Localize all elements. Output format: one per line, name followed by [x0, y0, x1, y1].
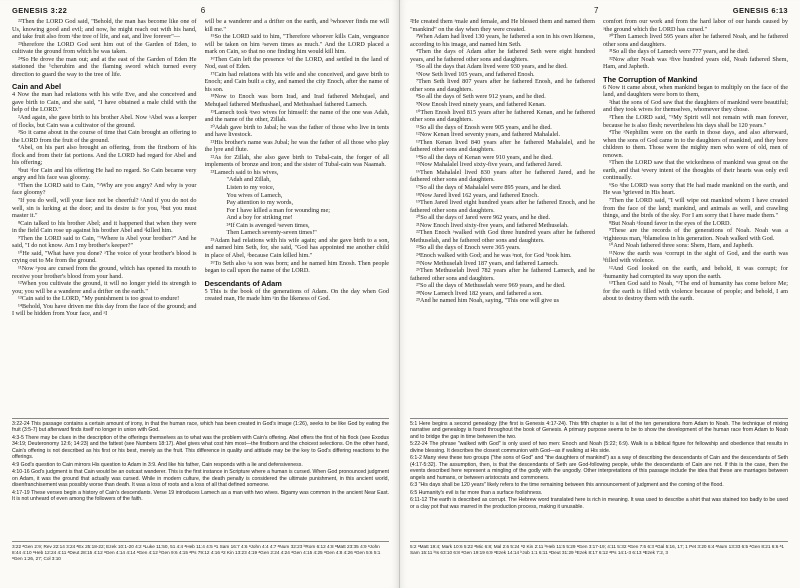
- verse: ¹³Cain said to the LORD, "My punishment is too great to endure!: [18, 295, 180, 303]
- verse: ¹⁸Now to Enoch was born Irad, and Irad fathered Mehujael, and Mehujael fathered Methushael, and Methushael fathered Lamech.: [204, 93, 389, 109]
- left-study-notes: [12, 421, 389, 541]
- verse: ²¹His brother's name was Jubal; he was the father of all those who play the lyre and flute.: [204, 138, 389, 154]
- left-text-columns: [12, 18, 389, 416]
- verse: ⁸Cain talked to his brother Abel; and it happened that when they were in the field Cain rose up against his brother Abel and ᵃkilled him.: [12, 219, 197, 235]
- verse: ¹⁶Then Mahalalel lived 830 years after he fathered Jared, and he fathered other sons and daughters.: [410, 168, 595, 184]
- verse: ⁸But Noah ᵃfound favor in the eyes of the LORD.: [609, 219, 732, 227]
- verse: ¹³Then Kenan lived 840 years after he fathered Mahalalel, and he fathered other sons and daughters.: [410, 138, 595, 154]
- poem-line: ²⁴If Cain is avenged ᵃseven times,: [226, 221, 310, 229]
- verse: ⁵So all the days that Adam lived were 930 years, and he died.: [416, 63, 568, 71]
- verse: ²⁸Now Lamech lived 182 years, and fathered a son.: [416, 289, 543, 297]
- section-heading-cain-abel: Cain and Abel: [12, 82, 62, 92]
- poem-line: For I have killed a man for wounding me;: [226, 206, 330, 214]
- study-note: 5:1 Here begins a second genealogy (the first is Genesis 4:17-24). This fifth chapter is a list of the ten generations from Adam to Noah. The technique of mixing narrative and genealogy is found throughout the book of Genesis. A primary purpose seems to be to show the development of the human race from Adam to Noah and to bridge the gap in time between the two.: [410, 421, 788, 440]
- notes-divider: [410, 418, 788, 419]
- right-page-header: [410, 4, 788, 16]
- verse: ¹⁷So all the days of Mahalalel were 895 years, and he died.: [416, 184, 562, 192]
- right-text-columns: [410, 18, 788, 416]
- verse: ⁴The ᵃNephilim were on the earth in those days, and also afterward, when the sons of God came in to the daughters of mankind, and they bore children to them. Those were the mighty men who were of old, men of renown.: [603, 129, 788, 159]
- verse: ²⁴Enoch walked with God; and he was ᵃnot, for God ᵇtook him.: [416, 251, 572, 259]
- study-note: 4:10-16 God's judgment is that Cain would be an outcast wanderer. This is the first instance in Scripture where a human is cursed. When God pronounced judgment on Adam, it was the ground that actually was cursed. While in modern culture, the death penalty is considered the ultimate punishment, in this ancient world, disenfranchisement was possibly worse than death. It was a loss of roots and a loss of all that defined someone.: [12, 469, 389, 489]
- verse: ²And again, she gave birth to his brother Abel. Now ᵃAbel was a keeper of flocks, but Cain was a cultivator of the ground.: [12, 114, 197, 129]
- verse: ⁴Then the days of Adam after he fathered Seth were eight hundred years, and he fathered other sons and daughters.: [410, 48, 595, 63]
- verse: ¹²Now Kenan lived seventy years, and fathered Mahalalel.: [416, 131, 561, 139]
- right-page-number: 7: [593, 5, 599, 15]
- left-page-number: 6: [200, 5, 206, 15]
- verse: ¹²When you cultivate the ground, it will no longer yield its strength to you; you will be a wanderer and a drifter on the earth.": [12, 280, 197, 295]
- verse: ¹⁵So the LORD said to him, "Therefore whoever kills Cain, vengeance will be taken on him ᵃseven times as much." And the LORD placed a mark on Cain, so that no one finding him would kill him.: [204, 33, 389, 56]
- verse: ¹⁰He said, "What have you done? ᵃThe voice of your brother's blood is crying out to Me from the ground.: [12, 249, 197, 265]
- verse: ⁴Abel, on his part also brought an offering, from the firstborn of his flock and from their fat portions. And the LORD had regard for Abel and his offering;: [12, 144, 197, 167]
- verse: comfort from our work and from the hard labor of our hands caused by ᵃthe ground which the LORD has cursed.": [603, 18, 788, 33]
- study-note: 4:3-5 There may be clues in the description of the offerings themselves as to what was the problem with Cain's offering. Abel offers the first of his flock (see Exodus 34:19; Deuteronomy 12:6; 14:23) and the fattest (see Numbers 18:17). Abel gives what cost him most—the firstborn and the choicest selections. On the other hand, Cain's offering is not described as his first or his best, merely as the fruit. This difference in quality and attitude may be the key to God's differing reactions to the offerings.: [12, 435, 389, 461]
- verse: ⁵Then the LORD saw that the wickedness of mankind was great on the earth, and that ᵃevery intent of the thoughts of their hearts was only evil continually.: [603, 159, 788, 182]
- right-column-1: [410, 18, 595, 416]
- verse: ³When Adam had lived 130 years, he fathered a son in his own likeness, according to his image, and named him Seth.: [410, 33, 595, 48]
- right-column-2: [603, 18, 788, 416]
- study-note: 4:17-19 These verses begin a history of Cain's descendants. Verse 19 introduces Lamech as a man with two wives. Bigamy was common in the ancient Near East. It is not unheard of even among the followers of the faith.: [12, 489, 389, 503]
- notes-divider: [12, 418, 389, 419]
- verse: ²⁰So all the days of Jared were 962 years, and he died.: [416, 214, 551, 222]
- left-column-1: [12, 18, 197, 416]
- left-cross-references: 3:22 ᵃGen 2:9; Rev 22:14 3:24 ᵃEx 25:18-22; Ezek 10:1-20 4:2 ᵃLuke 11:50, 51 4:4 ᵃHeb 11:4 4:5 ᵃ1 Sam 16:7 4:6 ᵃJohn 4:4 4:7 ᵃNum 32:23 ᵇRom 6:12 4:8 ᵃMatt 23:35 4:9 ᵃJohn 8:44 4:10 ᵃHeb 12:24 4:11 ᵃDeut 28:15 4:12 ᵃGen 4:14 4:14 ᵃGen 4:12 ᵇGen 9:6 4:15 ᵃPs 79:12 4:16 ᵃ2 Kin 13:23 4:19 ᵃGen 2:24 4:24 ᵃGen 4:15 4:25 ᵃGen 4:8 4:26 ᵃGen 5:6 5:1 ᵃGen 1:26, 27; Col 3:10: [12, 541, 389, 575]
- verse: ²³So all the days of Enoch were 365 years.: [416, 244, 521, 252]
- verse: ²⁶Then Methuselah lived 782 years after he fathered Lamech, and he fathered other sons and daughters.: [410, 267, 595, 282]
- verse: ¹⁹Lamech took ᵃtwo wives for himself: the name of the one was Adah, and the name of the other, Zillah.: [204, 108, 389, 124]
- right-cross-references: 5:2 ᵃMatt 19:4; Mark 10:6 5:22 ᵃMic 6:8; Mal 2:6 5:24 ᵃ2 Kin 2:11 ᵇHeb 11:5 5:29 ᵃGen 3:17-19; 4:11 5:32 ᵃGen 7:6 6:3 ᵃGal 5:16, 17; 1 Pet 3:20 6:4 ᵃNum 13:33 6:5 ᵃGen 8:21 6:6 ᵃ1 Sam 15:11 ᵇIs 63:10 6:8 ᵃGen 19:19 6:9 ᵃEzek 14:14 ᵇJob 1:1 6:11 ᵃDeut 31:29 ᵇEzek 8:17 6:12 ᵃPs 14:1-3 6:13 ᵃEzek 7:2, 3: [410, 541, 788, 575]
- verse: ¹¹So all the days of Enosh were 905 years, and he died.: [416, 123, 552, 131]
- verse: ³²Now after Noah was ᵃfive hundred years old, Noah fathered Shem, Ham, and Japheth.: [603, 55, 788, 71]
- verse: 5 This is the book of the generations of Adam. On the day when God created man, He made him ᵃin the likeness of God.: [204, 287, 389, 303]
- verse: ²²Then the LORD God said, "Behold, the man has become like one of Us, knowing good and evil; and now, he might reach out with his hand, and take fruit also from ᵃthe tree of life, and eat, and live forever"—: [12, 18, 197, 41]
- verse: ²⁴So He drove the man out; and at the east of the Garden of Eden He stationed the ᵇcherubim and the flaming sword which turned every direction to guard the way to the tree of life.: [12, 55, 197, 78]
- verse: ⁶So ᵃthe LORD was sorry that He had made mankind on the earth, and He was ᵇgrieved in His heart.: [603, 181, 788, 197]
- verse: ²that the sons of God saw that the daughters of mankind were beautiful; and they took wives for themselves, whomever they chose.: [603, 98, 788, 114]
- verse: ²⁶To Seth also ᵃa son was born; and he named him Enosh. Then people began to call upon the name of the LORD.: [204, 259, 389, 275]
- study-note: 3:22-24 This passage contains a certain amount of irony, in that the human race, which has been created in God's image (1:26), seeks to be like God by eating the fruit (3:5-7) but afterward finds itself no longer in union with God.: [12, 421, 389, 434]
- verse: ³So it came about in the course of time that Cain brought an offering to the LORD from the fruit of the ground.: [12, 129, 197, 144]
- study-note: 6:1-2 Many view these two groups ("the sons of God" and "the daughters of mankind") as a way of describing the descendants of Cain and the descendants of Seth (4:17-5:32). The assumption, then, is that the descendants of Seth are God-following people, while the descendants of Cain are not. If this is the case, then the events described here represent a mingling of the godly with the ungodly. Other interpretations of this passage include the idea that these are marriages between angels and humans, or between aristocrats and commoners.: [410, 455, 788, 481]
- verse: ¹⁰And Noah fathered three sons: Shem, Ham, and Japheth.: [609, 242, 754, 250]
- poem-line: "Adah and Zillah,: [226, 176, 271, 184]
- poem-block: [205, 176, 390, 236]
- verse: ²³therefore the LORD God sent him out of the Garden of Eden, to cultivate the ground from which he was taken.: [12, 40, 197, 56]
- verse: ⁷Then the LORD said, "I will wipe out mankind whom I have created from the face of the land; mankind, and animals as well, and crawling things, and the birds of the sky. For I am sorry that I have made them.": [603, 197, 788, 220]
- verse: ²⁹And he named him Noah, saying, "This one will give us: [416, 297, 559, 305]
- poem-line: Listen to my voice,: [226, 184, 275, 192]
- verse: ²¹Now Enoch lived sixty-five years, and fathered Methuselah.: [416, 221, 569, 229]
- verse: ²⁵Adam had relations with his wife again; and she gave birth to a son, and named him Seth, for, she said, "God has appointed me another child in place of Abel, ᵃbecause Cain killed him.": [204, 236, 389, 259]
- left-running-head: GENESIS 3:22: [12, 5, 68, 15]
- verse: ³¹So all the days of Lamech were 777 years, and he died.: [609, 48, 750, 56]
- verse: ¹¹Now ᵃyou are cursed from the ground, which has opened its mouth to receive your brother's blood from your hand.: [12, 264, 197, 280]
- verse: ²²As for Zillah, she also gave birth to Tubal-cain, the forger of all implements of bronze and iron; and the sister of Tubal-cain was Naamah.: [204, 153, 389, 169]
- study-note: 6:5 Humanity's evil is far more than a surface foolishness.: [410, 489, 543, 496]
- verse: ²He created them ᵃmale and female, and He blessed them and named them "mankind" on the day when they were created.: [410, 18, 595, 33]
- poem-line: Pay attention to my words,: [226, 199, 294, 207]
- left-column-2: [205, 18, 390, 416]
- verse: ²⁷So all the days of Methuselah were 969 years, and he died.: [416, 282, 566, 290]
- verse: ¹⁹Then Jared lived eight hundred years after he fathered Enoch, and he fathered other sons and daughters.: [410, 199, 595, 214]
- study-note: 4:9 God's question to Cain mirrors His question to Adam in 3:9. And like his father, Cain responds with a lie and defensiveness.: [12, 461, 303, 468]
- poem-line: Then Lamech seventy-seven times!": [226, 229, 317, 237]
- verse: ⁹These are the records of the generations of Noah. Noah was a ᵃrighteous man, ᵇblameless in his generation. Noah walked with God.: [603, 227, 788, 242]
- verse: ³Then the LORD said, "ᵃMy Spirit will not remain with man forever, because he is also flesh; nevertheless his days shall be 120 years.": [603, 114, 788, 129]
- left-page-header: [12, 4, 389, 16]
- verse: ²⁵Now Methuselah lived 187 years, and fathered Lamech.: [416, 259, 559, 267]
- poem-line: And a boy for striking me!: [226, 214, 293, 222]
- verse: ¹⁷Cain had relations with his wife and she conceived, and gave birth to Enoch; and Cain built a city, and named the city Enoch, after the name of his son.: [204, 70, 389, 93]
- right-page: [400, 0, 800, 588]
- study-note: 6:3 "His days shall be 120 years" likely refers to the time remaining between this announcement of judgment and the coming of the flood.: [410, 482, 724, 489]
- verse: ¹⁸Now Jared lived 162 years, and fathered Enoch.: [416, 191, 539, 199]
- verse: ²³Lamech said to his wives,: [210, 168, 279, 176]
- verse: ²²Then Enoch ᵃwalked with God three hundred years after he fathered Methuselah, and he fathered other sons and daughters.: [410, 229, 595, 244]
- verse: ¹⁵Now Mahalalel lived sixty-five years, and fathered Jared.: [416, 161, 563, 169]
- verse: ⁵but ᵃfor Cain and his offering He had no regard. So Cain became very angry and his face was gloomy.: [12, 166, 197, 182]
- verse: ¹⁴So all the days of Kenan were 910 years, and he died.: [416, 153, 553, 161]
- section-heading-descendants: Descendants of Adam: [204, 278, 282, 288]
- section-heading-corruption: The Corruption of Mankind: [603, 74, 698, 84]
- verse: ⁶Then the LORD said to Cain, "ᵃWhy are you angry? And why is your face gloomy?: [12, 181, 197, 197]
- verse: ²⁰Adah gave birth to Jabal; he was the father of those who live in tents and have livestock.: [204, 123, 389, 139]
- verse: will be a wanderer and a drifter on the earth, and ᵇwhoever finds me will kill me.": [204, 18, 389, 33]
- verse: 6 Now it came about, when mankind began to multiply on the face of the land, and daughters were born to them,: [603, 83, 788, 99]
- verse: ⁹Now Enosh lived ninety years, and fathered Kenan.: [416, 101, 546, 109]
- verse: ¹¹Now the earth was ᵃcorrupt in the sight of God, and the earth was ᵇfilled with violence.: [603, 249, 788, 265]
- study-note: 6:11-12 The earth is described as corrupt. The Hebrew word translated here is rich in meaning. It was used to describe a shirt that was stained too badly to be used or a clay pot that was marred in the production process, making it unusable.: [410, 497, 788, 510]
- right-running-head: GENESIS 6:13: [732, 5, 788, 15]
- verse: ¹⁰Then Enosh lived 815 years after he fathered Kenan, and he fathered other sons and daughters.: [410, 108, 595, 124]
- verse: ⁹Then the LORD said to Cain, "ᵃWhere is Abel your brother?" And he said, "I do not know. Am I my brother's keeper?": [12, 234, 197, 250]
- verse: ⁷Then Seth lived 807 years after he fathered Enosh, and he fathered other sons and daughters.: [410, 78, 595, 93]
- verse: ¹²And God looked on the earth, and behold, it was corrupt; for ᵃhumanity had corrupted its way upon the earth.: [603, 264, 788, 280]
- poem-line: You wives of Lamech,: [226, 191, 283, 199]
- verse: ¹⁶Then Cain left the presence ᵃof the LORD, and settled in the land of Nod, east of Eden.: [204, 55, 389, 71]
- study-note: 5:22-24 The phrase "walked with God" is only used of two men: Enoch and Noah (5:22; 6:9). Walk is a biblical figure for fellowship and obedience that results in divine blessing. It describes the closest communion with God—as if walking at His side.: [410, 441, 788, 454]
- verse: 4 Now the man had relations with his wife Eve, and she conceived and gave birth to Cain, and she said, "I have obtained a male child with the help of the LORD.": [12, 91, 197, 114]
- verse: ⁸So all the days of Seth were 912 years, and he died.: [416, 93, 546, 101]
- verse: ⁷If you do well, will your face not be cheerful? ᵃAnd if you do not do well, sin is lurking at the door; and its desire is for you, ᵇbut you must master it.": [12, 197, 197, 220]
- right-study-notes: [410, 421, 788, 541]
- verse: ¹⁴Behold, You have driven me this day from the face of the ground; and I will be hidden from Your face, and ᵃI: [12, 302, 197, 318]
- verse: ⁶Now Seth lived 105 years, and fathered Enosh.: [416, 70, 535, 78]
- verse: ¹³Then God said to Noah, "ᵃThe end of humanity has come before Me; for the earth is filled with violence because of people; and behold, I am about to destroy them with the earth.: [603, 280, 788, 303]
- verse: ³⁰Then Lamech lived 595 years after he fathered Noah, and he fathered other sons and daughters.: [603, 33, 788, 48]
